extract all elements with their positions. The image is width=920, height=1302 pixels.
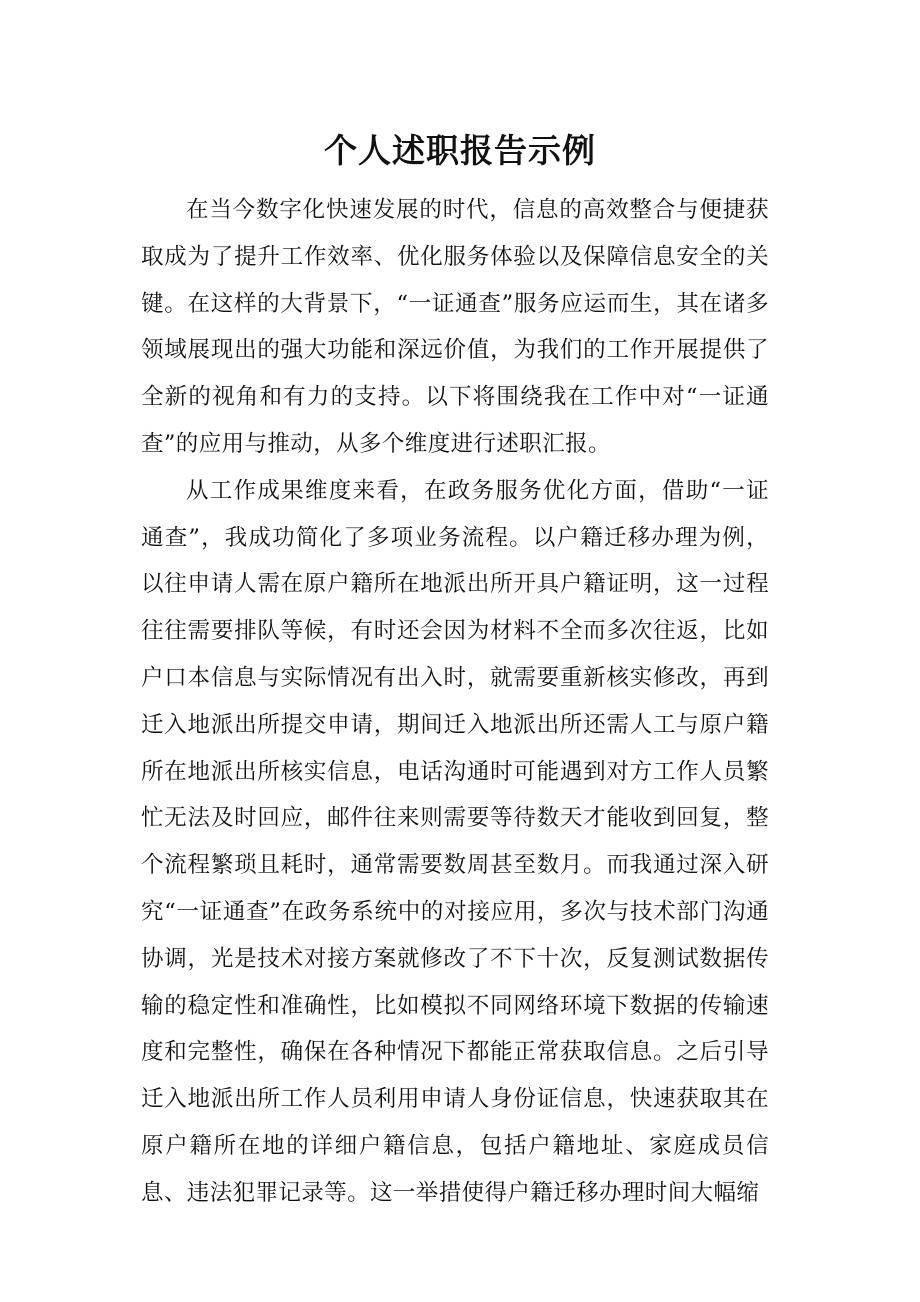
paragraph-intro: 在当今数字化快速发展的时代，信息的高效整合与便捷获取成为了提升工作效率、优化服务体验以及保障信息安全的关键。在这样的大背景下，“一证通查”服务应运而生，其在诸多领域展现出的强大功能和深远价值，为我们的工作开展提供了全新的视角和有力的支持。以下将围绕我在工作中对“一证通查”的应用与推动，从多个维度进行述职汇报。 — [141, 197, 769, 457]
document-body — [141, 187, 769, 1217]
document-title: 个人述职报告示例 — [324, 131, 596, 170]
paragraph-achievements: 从工作成果维度来看，在政务服务优化方面，借助“一证通查”，我成功简化了多项业务流程。以户籍迁移办理为例，以往申请人需在原户籍所在地派出所开具户籍证明，这一过程往往需要排队等候，有时还会因为材料不全而多次往返，比如户口本信息与实际情况有出入时，就需要重新核实修改，再到迁入地派出所提交申请，期间迁入地派出所还需人工与原户籍所在地派出所核实信息，电话沟通时可能遇到对方工作人员繁忙无法及时回应，邮件往来则需要等待数天才能收到回复，整个流程繁琐且耗时，通常需要数周甚至数月。而我通过深入研究“一证通查”在政务系统中的对接应用，多次与技术部门沟通协调，光是技术对接方案就修改了不下十次，反复测试数据传输的稳定性和准确性，比如模拟不同网络环境下数据的传输速度和完整性，确保在各种情况下都能正常获取信息。之后引导迁入地派出所工作人员利用申请人身份证信息，快速获取其在原户籍所在地的详细户籍信息，包括户籍地址、家庭成员信息、违法犯罪记录等。这一举措使得户籍迁移办理时间大幅缩 — [141, 477, 769, 1206]
